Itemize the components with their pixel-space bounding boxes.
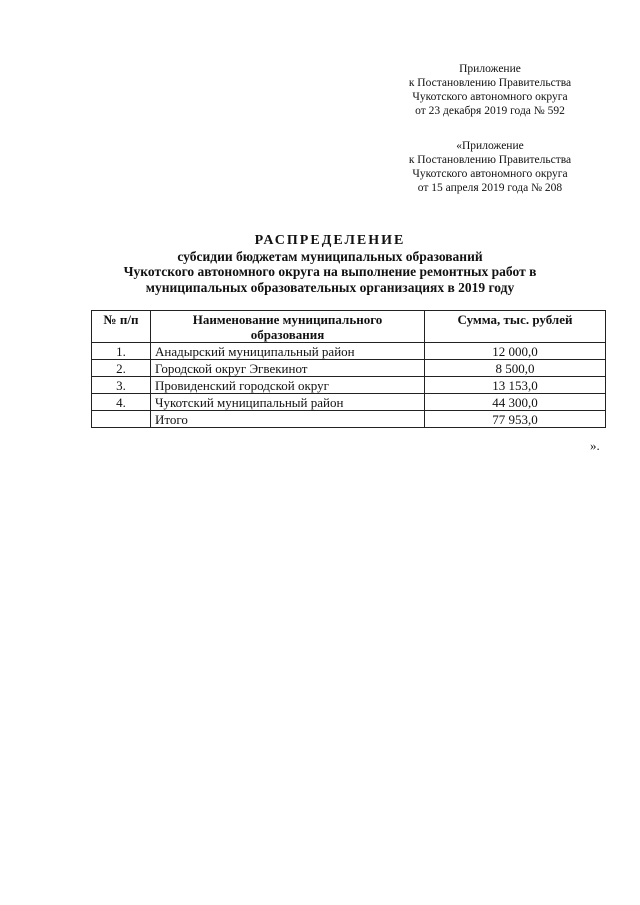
appendix-date-number: от 23 декабря 2019 года № 592	[415, 105, 565, 117]
row-sum: 12 000,0	[425, 343, 606, 360]
appendix-region: Чукотского автономного округа	[412, 91, 568, 103]
total-label: Итого	[151, 411, 425, 428]
table-row	[92, 377, 606, 394]
appendix-date-number: от 15 апреля 2019 года № 208	[417, 182, 563, 194]
appendix-resolution-ref: к Постановлению Правительства	[408, 154, 572, 166]
row-sum: 44 300,0	[425, 394, 606, 411]
row-name: Анадырский муниципальный район	[151, 343, 425, 360]
appendix-current-header	[390, 62, 590, 118]
table-row	[92, 360, 606, 377]
row-num: 2.	[92, 360, 151, 377]
row-num: 1.	[92, 343, 151, 360]
total-sum: 77 953,0	[425, 411, 606, 428]
table-row	[92, 343, 606, 360]
title-line: Чукотского автономного округа на выполнение ремонтных работ в	[123, 264, 537, 279]
title-line: субсидии бюджетам муниципальных образований	[177, 248, 483, 264]
header-num: № п/п	[92, 311, 151, 343]
title-line: муниципальных образовательных организациях в 2019 году	[145, 279, 515, 295]
appendix-label: Приложение	[459, 63, 521, 75]
table-row	[92, 394, 606, 411]
appendix-region: Чукотского автономного округа	[412, 168, 568, 180]
total-num	[92, 411, 151, 428]
distribution-table	[91, 310, 606, 428]
table-header-row	[92, 311, 606, 343]
header-sum: Сумма, тыс. рублей	[425, 311, 606, 343]
appendix-label: «Приложение	[456, 140, 524, 152]
row-name: Провиденский городской округ	[151, 377, 425, 394]
header-name: Наименование муниципального образования	[151, 311, 425, 343]
row-sum: 13 153,0	[425, 377, 606, 394]
row-sum: 8 500,0	[425, 360, 606, 377]
row-name: Городской округ Эгвекинот	[151, 360, 425, 377]
table-total-row	[92, 411, 606, 428]
closing-quote-mark: ».	[590, 438, 600, 453]
row-num: 4.	[92, 394, 151, 411]
appendix-original-header	[390, 139, 590, 195]
appendix-resolution-ref: к Постановлению Правительства	[408, 77, 572, 89]
row-num: 3.	[92, 377, 151, 394]
document-title	[60, 233, 600, 295]
title-heading: РАСПРЕДЕЛЕНИЕ	[254, 233, 406, 248]
row-name: Чукотский муниципальный район	[151, 394, 425, 411]
